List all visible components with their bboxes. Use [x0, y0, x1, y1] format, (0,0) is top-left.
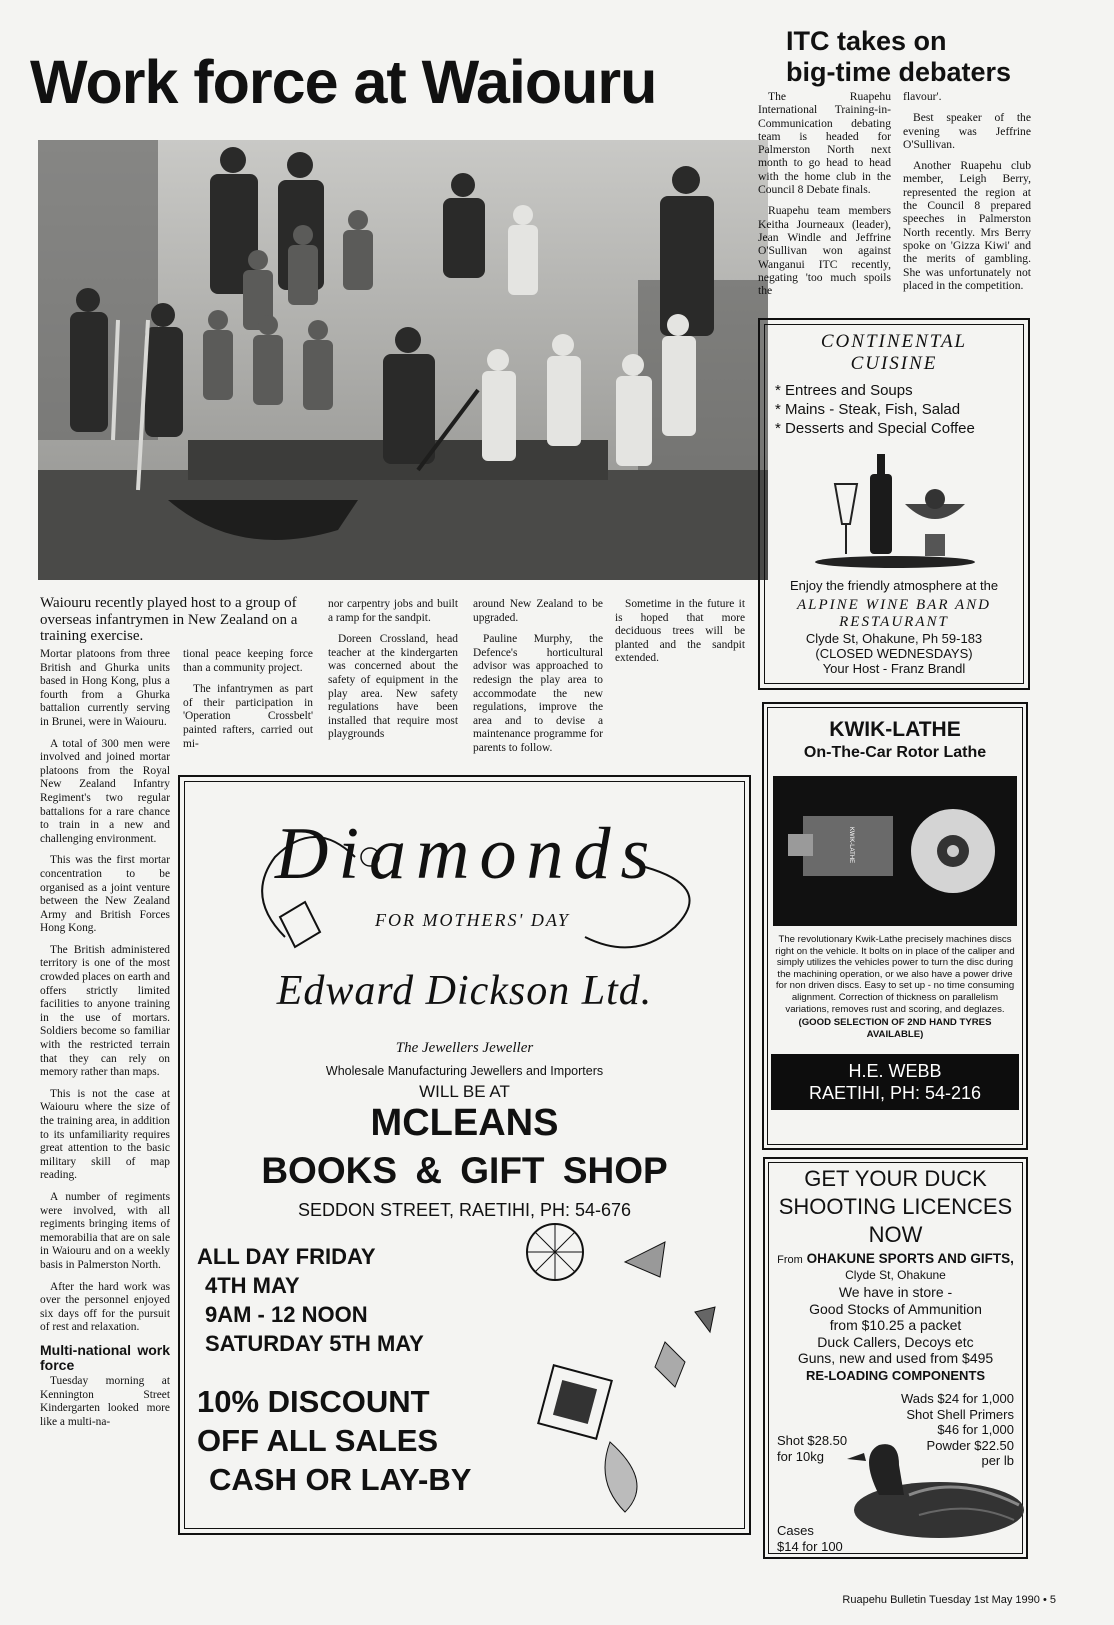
- price-line: Shot Shell Primers: [906, 1406, 1014, 1422]
- price-line: Shot $28.50: [777, 1433, 848, 1448]
- shot-price: [777, 1433, 847, 1464]
- article-column-3: [328, 598, 458, 750]
- itc-column-1: [758, 90, 891, 305]
- store-name-1: MCLEANS: [370, 1102, 559, 1144]
- restaurant-host: Your Host - Franz Brandl: [822, 661, 966, 676]
- offer-line: OFF ALL SALES: [197, 1423, 439, 1458]
- restaurant-name-line-2: RESTAURANT: [839, 614, 949, 630]
- paragraph: Ruapehu team members Keitha Journeaux (leader), Jean Windle and Jeffrine O'Sullivan won against Wanganui ITC recently, negating 'too much spoils the: [758, 204, 891, 298]
- restaurant-address: Clyde St, Ohakune, Ph 59-183: [805, 631, 983, 646]
- itc-headline-line-2: big-time debaters: [786, 57, 1012, 87]
- date-line: SATURDAY 5TH MAY: [205, 1331, 424, 1356]
- company-tagline: The Jewellers Jeweller: [395, 1040, 534, 1056]
- kwik-tyres: (GOOD SELECTION OF 2ND HAND TYRES AVAILABLE): [798, 1017, 992, 1040]
- date-line: ALL DAY FRIDAY: [197, 1244, 376, 1269]
- ad-title-line-1: CONTINENTAL: [820, 331, 968, 352]
- discount-offer: [197, 1382, 471, 1499]
- paragraph: Pauline Murphy, the Defence's horticultural advisor was approached to redesign the play area to accommodate the new regulations, improve the area and to devise a maintenance programme for parents to follow.: [473, 633, 603, 754]
- stock-line: Duck Callers, Decoys etc: [817, 1333, 974, 1350]
- ad-tagline: Enjoy the friendly atmosphere at the: [789, 578, 999, 593]
- paragraph: around New Zealand to be upgraded.: [473, 598, 603, 624]
- paragraph: Mortar platoons from three British and Ghurka units based in Hong Kong, plus a fourth from a Ghurka battalion currently serving in Brunei, were in Waiouru.: [40, 648, 170, 728]
- for-mothers-day: FOR MOTHERS' DAY: [375, 910, 570, 930]
- diamonds-ad: [178, 775, 751, 1535]
- paragraph: The Ruapehu International Training-in-Communication debating team is headed for Palmerston North next month to go head to head with the home club in the Council 8 Debate finals.: [758, 90, 891, 197]
- decorative-flourish-icon: [205, 787, 725, 987]
- ad-title-line-2: CUISINE: [850, 353, 938, 374]
- gemstones-icon: [515, 1222, 735, 1522]
- menu-item: * Entrees and Soups: [775, 382, 913, 399]
- kwik-subtitle: On-The-Car Rotor Lathe: [803, 744, 987, 761]
- store-address: SEDDON STREET, RAETIHI, PH: 54-676: [297, 1200, 632, 1220]
- paragraph: This is not the case at Waiouru where the size of the training area, in addition to its unfamiliarity requires great attention to the basic military skill of map reading.: [40, 1087, 170, 1182]
- article-column-5: [615, 598, 745, 674]
- duck-stock-list: [769, 1284, 1022, 1367]
- article-column-1: [40, 648, 170, 1437]
- price-line: Powder $22.50: [926, 1437, 1014, 1453]
- menu-list: [775, 381, 1013, 438]
- paragraph: tional peace keeping force than a community project.: [183, 648, 313, 674]
- from-label: From: [777, 1254, 803, 1266]
- stock-line: from $10.25 a packet: [829, 1317, 962, 1333]
- page-footer: Ruapehu Bulletin Tuesday 1st May 1990 • 5: [842, 1594, 1056, 1606]
- duck-address: Clyde St, Ohakune: [845, 1268, 946, 1282]
- company-name: Edward Dickson Ltd.: [276, 968, 653, 1014]
- paragraph: flavour'.: [903, 90, 942, 103]
- paragraph: Best speaker of the evening was Jeffrine O'Sullivan.: [903, 111, 1031, 151]
- main-headline: Work force at Waiouru: [30, 48, 657, 116]
- diamonds-script: Diamonds: [275, 813, 660, 895]
- duck-store: [769, 1251, 1022, 1266]
- headline-line: GET YOUR DUCK: [804, 1166, 987, 1191]
- kwik-lathe-ad: [762, 702, 1028, 1150]
- price-line: per lb: [981, 1453, 1014, 1468]
- itc-headline: [786, 26, 1096, 88]
- kwik-contact-phone: RAETIHI, PH: 54-216: [808, 1083, 982, 1104]
- stock-line: Good Stocks of Ammunition: [809, 1300, 982, 1317]
- date-line: 4TH MAY: [205, 1273, 300, 1298]
- lathe-machine-icon: [773, 776, 1017, 926]
- article-column-4: [473, 598, 603, 764]
- duck-shooting-ad: [763, 1157, 1028, 1559]
- date-line: 9AM - 12 NOON: [205, 1302, 368, 1327]
- company-wholesale: Wholesale Manufacturing Jewellers and Importers: [325, 1064, 604, 1078]
- paragraph: A total of 300 men were involved and joined mortar platoons from the Royal New Zealand Infantry Regiment's two regular battalions for a rare chance to train in a new and challenging environment.: [40, 737, 170, 845]
- headline-line: SHOOTING LICENCES: [778, 1194, 1013, 1219]
- photo-illustration: [38, 140, 768, 580]
- continental-cuisine-ad: [758, 318, 1030, 690]
- kwik-contact: [771, 1054, 1019, 1110]
- headline-line: NOW: [868, 1222, 923, 1247]
- price-line: $14 for 100: [777, 1538, 843, 1554]
- offer-line: 10% DISCOUNT: [197, 1384, 430, 1419]
- restaurant-name-line-1: ALPINE WINE BAR AND: [797, 597, 991, 613]
- paragraph: This was the first mortar concentration to be organised as a joint venture between the New Zealand Army and British Forces Hong Kong.: [40, 854, 170, 935]
- article-lead: Waiouru recently played host to a group of overseas infantrymen in New Zealand on a training exercise.: [40, 595, 298, 644]
- reloading-heading: RE-LOADING COMPONENTS: [805, 1367, 986, 1383]
- price-line: for 10kg: [777, 1448, 824, 1464]
- price-line: $46 for 1,000: [937, 1422, 1014, 1437]
- reloading-prices: [901, 1391, 1014, 1469]
- paragraph: A number of regiments were involved, with all regiments bringing items of memorabilia that are on sale in Waiouru and on a weekly basis in Palmerston North.: [40, 1190, 170, 1271]
- itc-headline-line-1: ITC takes on: [786, 26, 947, 56]
- paragraph: nor carpentry jobs and built a ramp for the sandpit.: [328, 598, 458, 624]
- paragraph: Sometime in the future it is hoped that more deciduous trees will be planted and the sandpit extended.: [615, 598, 745, 665]
- store-name-2: BOOKS & GIFT SHOP: [261, 1150, 668, 1191]
- paragraph: Another Ruapehu club member, Leigh Berry, represented the region at the Council 8 prepared speeches in Palmerston North recently. Mrs Berry spoke on 'Gizza Kiwi' and the merits of gambling. She was unfortunately not placed in the competition.: [903, 159, 1031, 292]
- paragraph: The British administered territory is one of the most crowded places on earth and offers strictly limited facilities to anyone training in the use of mortars. Soldiers become so familiar with the restricted terrain that they can rely on memory rather than maps.: [40, 943, 170, 1079]
- will-be-at: WILL BE AT: [419, 1082, 510, 1101]
- event-dates: [197, 1242, 424, 1358]
- paragraph: Tuesday morning at Kennington Street Kindergarten looked more like a multi-na-: [40, 1374, 170, 1428]
- group-photo: [38, 140, 768, 580]
- stock-line: We have in store -: [838, 1284, 953, 1300]
- store-name: OHAKUNE SPORTS AND GIFTS,: [806, 1251, 1014, 1266]
- price-line: Cases: [777, 1523, 814, 1538]
- paragraph: After the hard work was over the personnel enjoyed six days off for the pursuit of rest and relaxation.: [40, 1280, 170, 1334]
- kwik-title: KWIK-LATHE: [829, 718, 961, 741]
- duck-headline: [769, 1165, 1022, 1249]
- machine-label: KWIK-LATHE: [848, 826, 855, 864]
- price-line: Wads $24 for 1,000: [901, 1391, 1014, 1406]
- champagne-dessert-icon: [775, 444, 1015, 574]
- lathe-photo: [773, 776, 1017, 926]
- restaurant-closed: (CLOSED WEDNESDAYS): [815, 646, 973, 661]
- offer-line: CASH OR LAY-BY: [209, 1462, 472, 1497]
- paragraph: The infantrymen as part of their participation in 'Operation Crossbelt' painted rafters, carried out mi-: [183, 683, 313, 750]
- article-subhead: Multi-national work force: [40, 1341, 170, 1373]
- article-column-2: [183, 648, 313, 759]
- stock-line: Guns, new and used from $495: [797, 1350, 994, 1366]
- paragraph: Doreen Crossland, head teacher at the kindergarten was concerned about the safety of equipment in the play area. New safety regulations have been installed that require most playgrounds: [328, 633, 458, 741]
- menu-item: * Mains - Steak, Fish, Salad: [775, 401, 961, 418]
- menu-item: * Desserts and Special Coffee: [775, 420, 975, 437]
- cases-price: [777, 1523, 843, 1554]
- kwik-body: The revolutionary Kwik-Lathe precisely machines discs right on the vehicle. It bolts on in place of the caliper and simply utilizes the vehicles power to turn the disc during the machining operation, or we also have a power drive for non driven discs. Easy to set up - no time consuming alignment. Correction of thickness on parallelism variations, removes rust and scoring, and deglazes.: [775, 934, 1015, 1015]
- kwik-contact-name: H.E. WEBB: [848, 1061, 942, 1082]
- itc-column-2: [903, 90, 1031, 300]
